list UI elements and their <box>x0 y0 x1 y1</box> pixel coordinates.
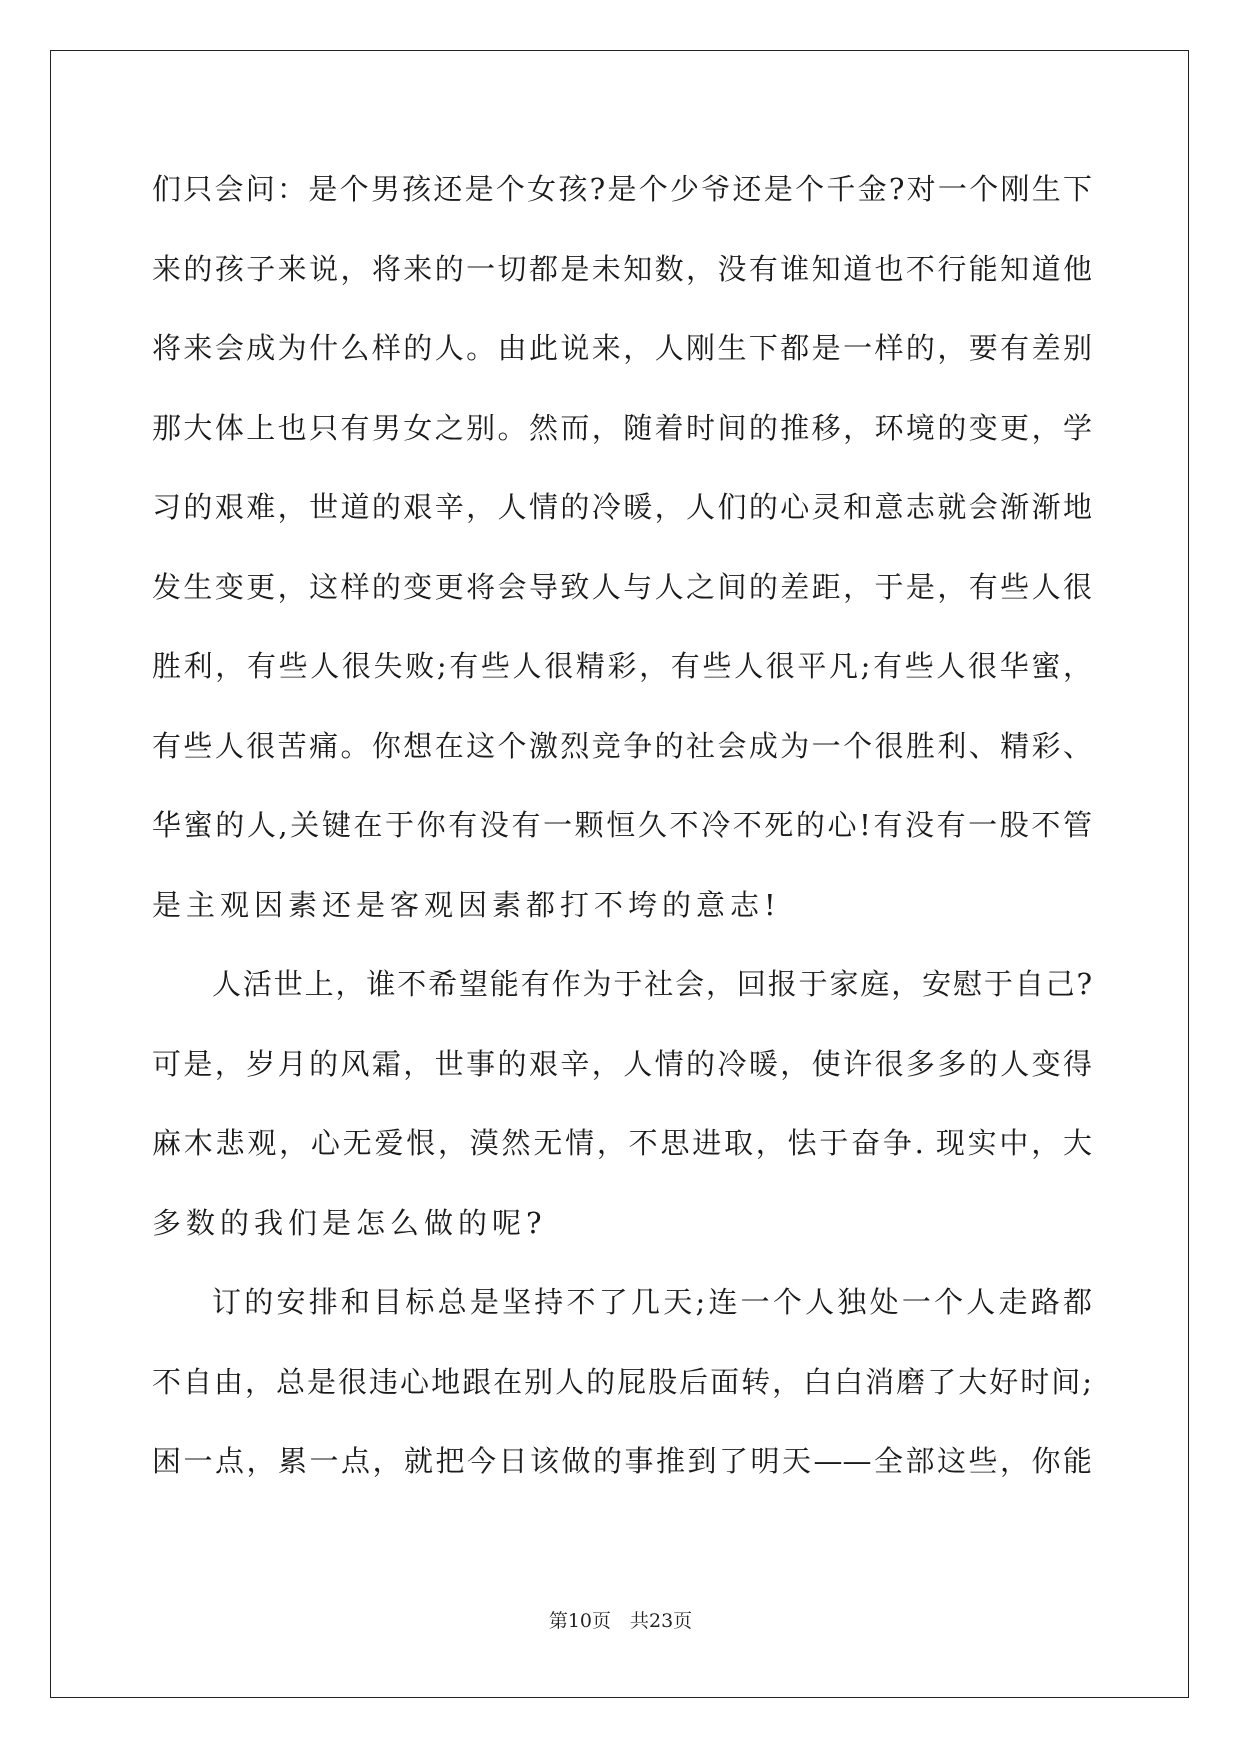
text-line-content: 那大体上也只有男女之别。然而，随着时间的推移，环境的变更，学 <box>152 410 1092 445</box>
document-body <box>152 150 1092 1502</box>
text-line-content: 们只会问：是个男孩还是个女孩?是个少爷还是个千金?对一个刚生下 <box>152 172 1092 206</box>
text-line <box>152 627 1092 707</box>
text-line-content: 来的孩子来说，将来的一切都是未知数，没有谁知道也不行能知道他 <box>152 251 1092 286</box>
text-line <box>152 786 1092 866</box>
text-line-content: 华蜜的人,关键在于你有没有一颗恒久不冷不死的心!有没有一股不管 <box>152 808 1092 842</box>
text-line <box>152 707 1092 787</box>
text-line <box>152 150 1092 230</box>
text-line <box>152 468 1092 548</box>
text-line <box>152 945 1092 1025</box>
text-line <box>152 389 1092 469</box>
text-line-content: 订的安排和目标总是坚持不了几天;连一个人独处一个人走路都 <box>212 1285 1092 1319</box>
text-line <box>152 548 1092 628</box>
text-line-content: 胜利，有些人很失败;有些人很精彩，有些人很平凡;有些人很华蜜， <box>152 649 1092 683</box>
text-line <box>152 1343 1092 1423</box>
text-line-content: 多数的我们是怎么做的呢? <box>152 1205 547 1240</box>
text-line <box>152 1263 1092 1343</box>
text-line <box>152 1422 1092 1502</box>
text-line-content: 麻木悲观，心无爱恨，漠然无情，不思进取，怯于奋争. 现实中，大 <box>152 1126 1092 1160</box>
text-line-content: 人活世上，谁不希望能有作为于社会，回报于家庭，安慰于自己? <box>212 967 1092 1001</box>
text-line-content: 有些人很苦痛。你想在这个激烈竞争的社会成为一个很胜利、精彩、 <box>152 728 1092 763</box>
text-line-content: 习的艰难，世道的艰辛，人情的冷暖，人们的心灵和意志就会渐渐地 <box>152 490 1092 524</box>
page-number-footer: 第10页 共23页 <box>548 1610 693 1632</box>
text-line-content: 可是，岁月的风霜，世事的艰辛，人情的冷暖，使许很多多的人变得 <box>152 1046 1092 1081</box>
text-line-content: 不自由，总是很违心地跟在别人的屁股后面转，白白消磨了大好时间; <box>152 1364 1092 1399</box>
text-line <box>152 1104 1092 1184</box>
text-line-content: 困一点，累一点，就把今日该做的事推到了明天——全部这些，你能 <box>152 1444 1092 1478</box>
text-line <box>152 309 1092 389</box>
text-line-content: 将来会成为什么样的人。由此说来，人刚生下都是一样的，要有差别 <box>152 331 1092 365</box>
text-line <box>152 1184 1092 1264</box>
text-line-content: 是主观因素还是客观因素都打不垮的意志! <box>152 887 781 922</box>
text-line <box>152 866 1092 946</box>
text-line <box>152 230 1092 310</box>
text-line <box>152 1025 1092 1105</box>
text-line-content: 发生变更，这样的变更将会导致人与人之间的差距，于是，有些人很 <box>152 569 1092 604</box>
